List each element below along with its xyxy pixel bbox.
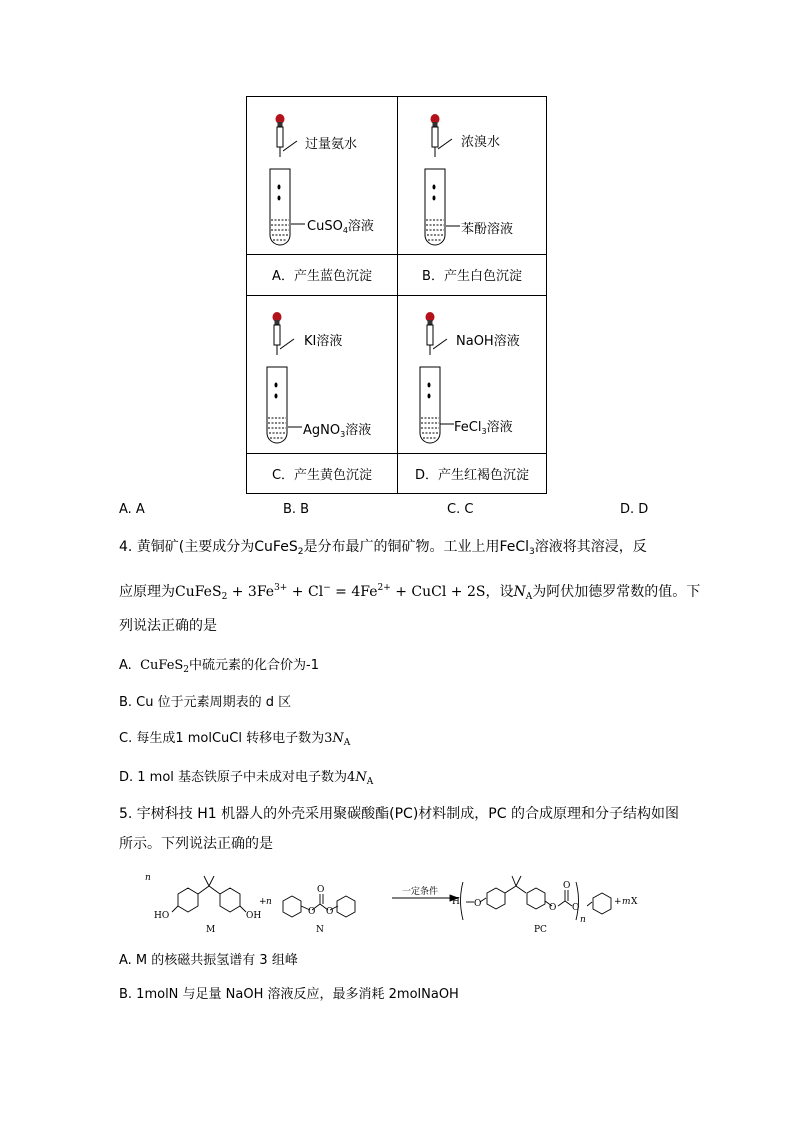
svg-text:O: O — [308, 907, 316, 917]
choice-b[interactable]: B. B — [283, 502, 310, 517]
choice-c[interactable]: C. C — [447, 502, 474, 517]
option-caption: B．产生白色沉淀 — [422, 269, 522, 284]
svg-text:OH: OH — [246, 911, 262, 921]
arrow-label: 一定条件 — [402, 887, 439, 897]
table-divider — [247, 453, 546, 454]
svg-text:O: O — [563, 881, 571, 891]
svg-text:n: n — [266, 897, 272, 907]
svg-text:+: + — [259, 897, 267, 907]
leader-line — [283, 137, 303, 157]
q5-line-1: 5. 宇树科技 H1 机器人的外壳采用聚碳酸酯(PC)材料制成，PC 的合成原理和分子结构如图 — [119, 806, 679, 822]
choice-d[interactable]: D. D — [620, 502, 649, 517]
label-n: N — [316, 925, 324, 935]
dropper-label: 过量氨水 — [305, 137, 358, 152]
q4-option-a[interactable]: A. CuFeS$_2$中硫元素的化合价为-1 — [119, 658, 319, 675]
option-caption: C．产生黄色沉淀 — [271, 468, 373, 483]
svg-text:+: + — [614, 897, 622, 907]
q5-line-2: 所示。下列说法正确的是 — [119, 836, 273, 852]
dropper-label: NaOH溶液 — [456, 334, 520, 349]
q4-option-d[interactable]: D. 1 mol 基态铁原子中未成对电子数为$4N_A$ — [119, 770, 374, 787]
svg-text:O: O — [474, 899, 482, 909]
svg-text:O: O — [549, 903, 557, 913]
q4-option-b[interactable]: B. Cu 位于元素周期表的 d 区 — [119, 695, 292, 710]
svg-text:O: O — [326, 907, 334, 917]
svg-text:n: n — [145, 873, 151, 883]
table-divider — [247, 254, 546, 255]
option-caption: D．产生红褐色沉淀 — [414, 468, 529, 483]
leader-line — [438, 135, 458, 155]
tube-label: FeCl$_3$溶液 — [454, 420, 513, 436]
svg-text:HO: HO — [154, 911, 170, 921]
dropper-label: KI溶液 — [304, 334, 343, 349]
leader-line — [288, 422, 304, 432]
label-pc: PC — [534, 925, 547, 935]
q4-line-2: 应原理为CuFeS$_2$ + $3Fe^{3+} + Cl^- = 4Fe^{2+}$ + CuCl + 2S，设$N_A$为阿伏加德罗常数的值。下 — [119, 583, 701, 602]
tube-label: 苯酚溶液 — [461, 222, 514, 237]
dropper-label: 浓溴水 — [461, 135, 501, 150]
svg-text:n: n — [580, 915, 586, 925]
svg-text:H: H — [452, 897, 460, 907]
experiment-table — [246, 96, 547, 494]
svg-text:X: X — [631, 897, 638, 907]
svg-text:O: O — [572, 903, 580, 913]
q5-option-a[interactable]: A. M 的核磁共振氢谱有 3 组峰 — [119, 953, 298, 968]
q5-option-b[interactable]: B. 1molN 与足量 NaOH 溶液反应，最多消耗 2molNaOH — [119, 987, 459, 1002]
tube-label: CuSO$_4$溶液 — [307, 219, 374, 235]
leader-line — [280, 335, 300, 355]
reaction-scheme-diagram — [140, 866, 670, 936]
svg-text:m: m — [622, 897, 631, 907]
q4-option-c[interactable]: C. 每生成1 molCuCl 转移电子数为$3N_A$ — [119, 731, 351, 748]
leader-line — [433, 335, 453, 355]
leader-line — [291, 219, 307, 229]
option-caption: A．产生蓝色沉淀 — [272, 269, 372, 284]
q4-line-3: 列说法正确的是 — [119, 618, 217, 634]
leader-line — [446, 221, 462, 231]
choice-a[interactable]: A. A — [119, 502, 145, 517]
label-m: M — [206, 925, 216, 935]
q4-line-1: 4. 黄铜矿(主要成分为CuFeS$_2$是分布最广的铜矿物。工业上用FeCl$_3$溶液将其溶浸，反 — [119, 539, 647, 557]
tube-label: AgNO$_3$溶液 — [303, 423, 372, 439]
table-divider — [247, 295, 546, 296]
svg-text:O: O — [317, 885, 325, 895]
